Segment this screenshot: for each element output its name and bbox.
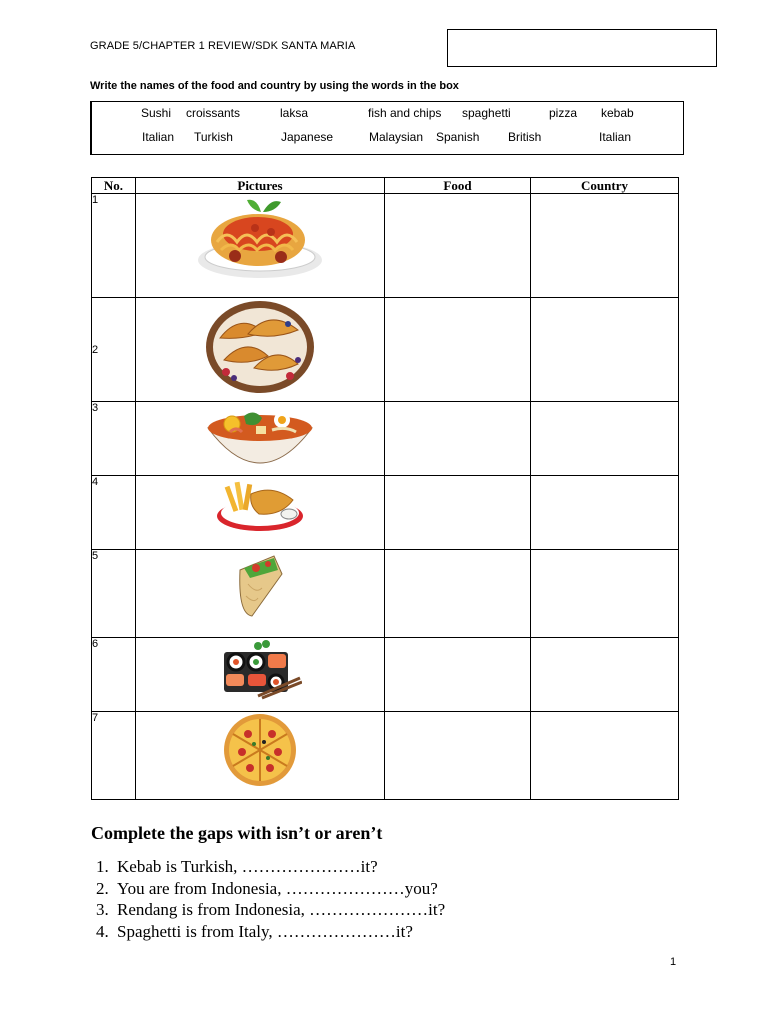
spaghetti-icon	[195, 194, 325, 282]
word: spaghetti	[462, 106, 511, 120]
row-number: 2	[92, 298, 136, 402]
word: Malaysian	[369, 130, 424, 144]
food-answer-cell[interactable]	[385, 550, 531, 638]
picture-cell	[136, 402, 385, 476]
gap-fill-item: 1. Kebab is Turkish, …………………it?	[113, 856, 445, 878]
country-answer-cell[interactable]	[531, 638, 679, 712]
country-answer-cell[interactable]	[531, 402, 679, 476]
food-answer-cell[interactable]	[385, 298, 531, 402]
laksa-icon	[200, 402, 320, 474]
croissants-icon	[204, 298, 316, 396]
worksheet-header: GRADE 5/CHAPTER 1 REVIEW/SDK SANTA MARIA	[90, 40, 356, 52]
word: croissants	[186, 106, 241, 120]
word: laksa	[280, 106, 309, 120]
table-row	[92, 402, 679, 476]
row-number: 3	[92, 402, 136, 476]
table-row	[92, 638, 679, 712]
picture-cell	[136, 298, 385, 402]
country-answer-cell[interactable]	[531, 298, 679, 402]
word: fish and chips	[368, 106, 442, 120]
pizza-icon	[220, 712, 300, 788]
row-number: 1	[92, 194, 136, 298]
food-answer-cell[interactable]	[385, 476, 531, 550]
word: pizza	[549, 106, 578, 120]
name-box[interactable]	[447, 29, 717, 67]
table-row	[92, 194, 679, 298]
food-table	[91, 177, 679, 800]
header-pictures: Pictures	[136, 178, 385, 194]
word-box	[90, 101, 684, 155]
picture-cell	[136, 476, 385, 550]
food-answer-cell[interactable]	[385, 712, 531, 800]
row-number: 4	[92, 476, 136, 550]
picture-cell	[136, 712, 385, 800]
food-answer-cell[interactable]	[385, 638, 531, 712]
word: British	[508, 130, 542, 144]
header-no: No.	[92, 178, 136, 194]
row-number: 7	[92, 712, 136, 800]
page-number: 1	[670, 956, 677, 968]
table-header-row	[92, 178, 679, 194]
kebab-wrap-icon	[230, 550, 290, 620]
word: Spanish	[436, 130, 480, 144]
word: Sushi	[141, 106, 172, 120]
word: Italian	[599, 130, 632, 144]
word: Japanese	[281, 130, 334, 144]
word: kebab	[601, 106, 634, 120]
row-number: 6	[92, 638, 136, 712]
section-title: Complete the gaps with isn’t or aren’t	[91, 823, 383, 843]
header-country: Country	[531, 178, 679, 194]
gap-fill-list	[91, 856, 445, 942]
country-answer-cell[interactable]	[531, 476, 679, 550]
word: Italian	[142, 130, 175, 144]
table-row	[92, 298, 679, 402]
instruction-text: Write the names of the food and country by using the words in the box	[90, 80, 459, 92]
gap-fill-item: 4. Spaghetti is from Italy, …………………it?	[113, 921, 445, 943]
country-answer-cell[interactable]	[531, 550, 679, 638]
country-answer-cell[interactable]	[531, 194, 679, 298]
row-number: 5	[92, 550, 136, 638]
table-row	[92, 712, 679, 800]
table-row	[92, 550, 679, 638]
country-answer-cell[interactable]	[531, 712, 679, 800]
sushi-icon	[218, 638, 302, 700]
word: Turkish	[194, 130, 233, 144]
fish-and-chips-icon	[215, 476, 305, 536]
gap-fill-item: 3. Rendang is from Indonesia, …………………it?	[113, 899, 445, 921]
gap-fill-item: 2. You are from Indonesia, …………………you?	[113, 878, 445, 900]
food-answer-cell[interactable]	[385, 402, 531, 476]
picture-cell	[136, 194, 385, 298]
header-food: Food	[385, 178, 531, 194]
picture-cell	[136, 550, 385, 638]
picture-cell	[136, 638, 385, 712]
table-row	[92, 476, 679, 550]
food-answer-cell[interactable]	[385, 194, 531, 298]
